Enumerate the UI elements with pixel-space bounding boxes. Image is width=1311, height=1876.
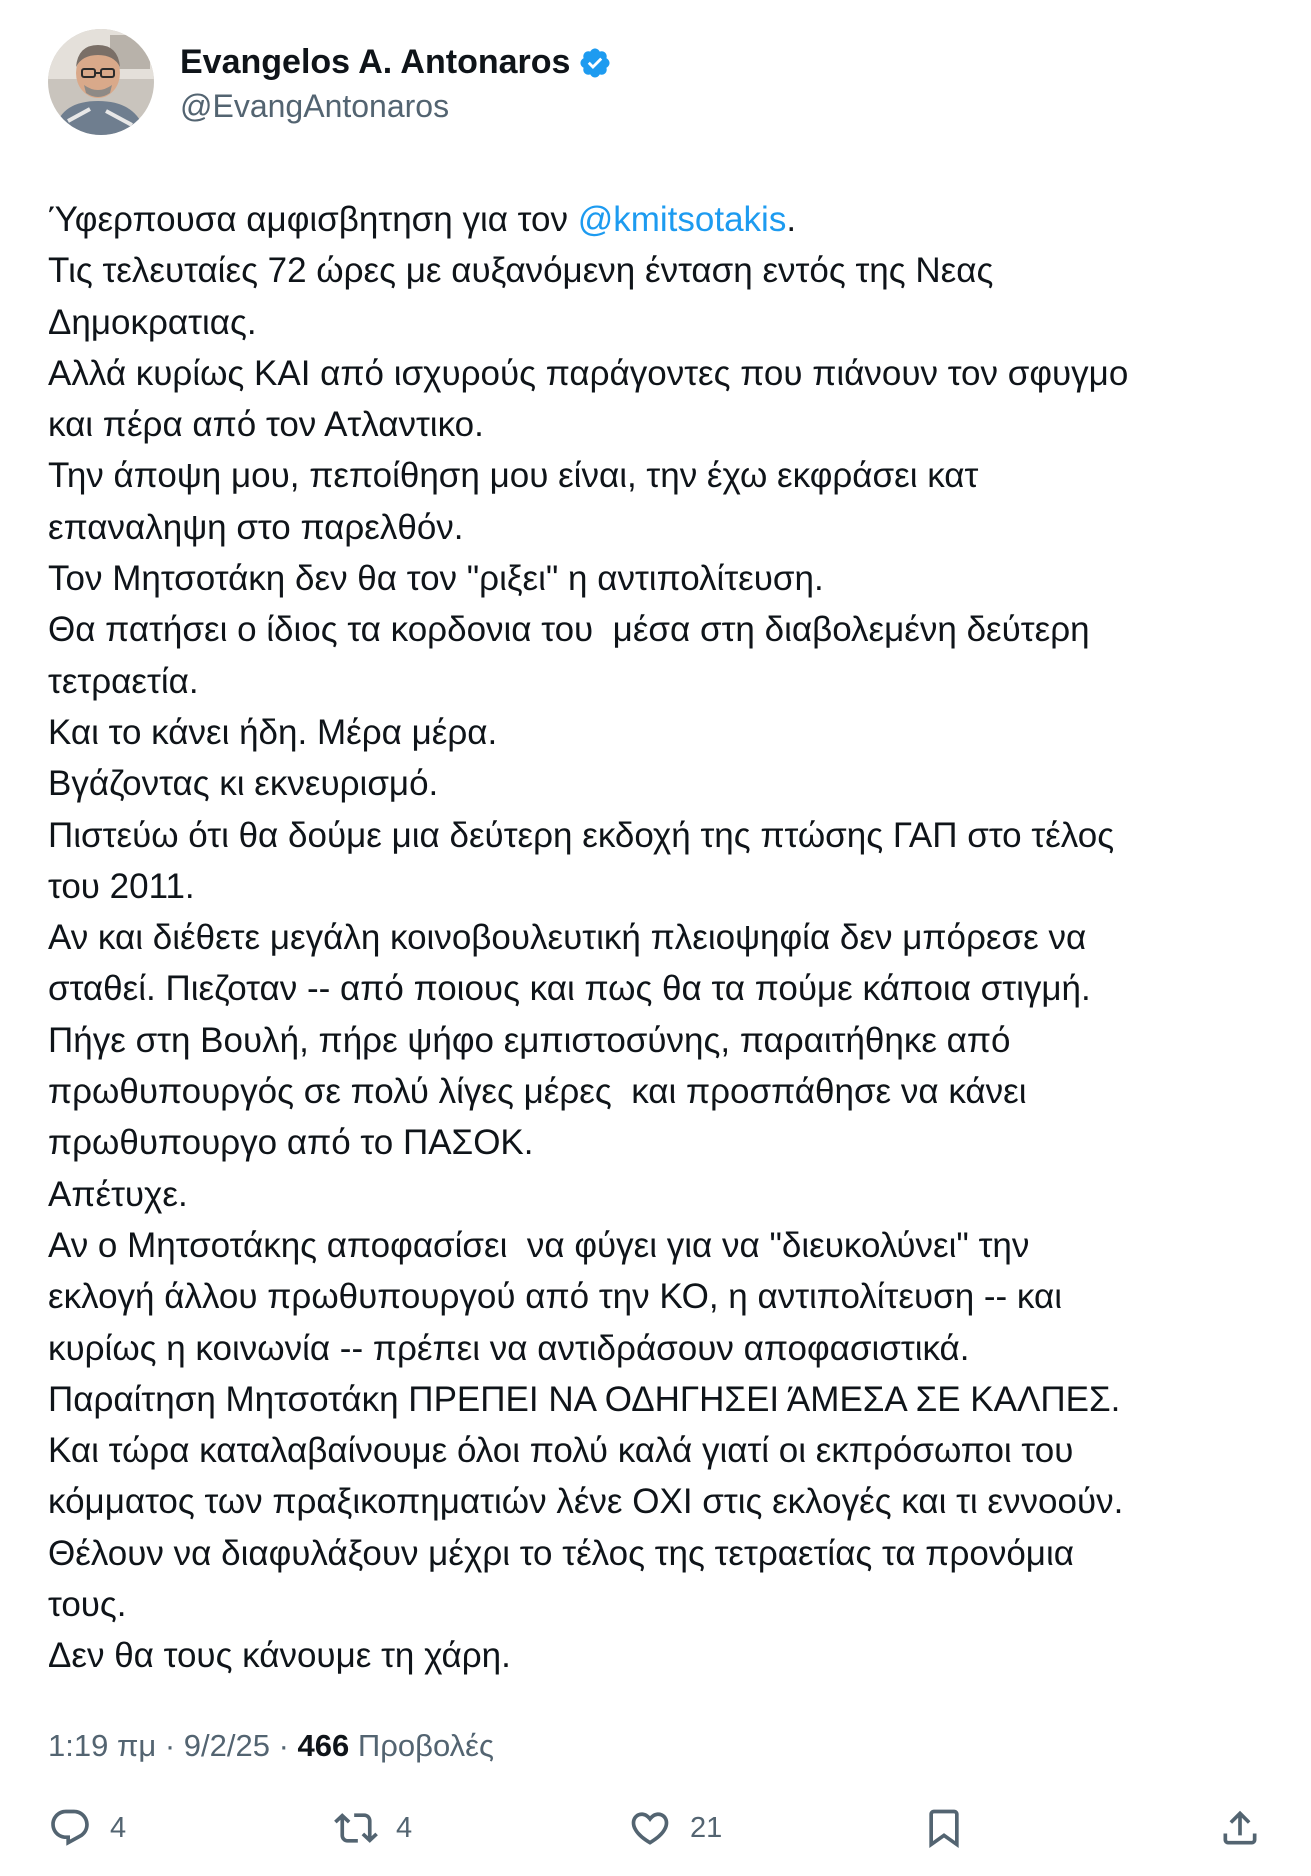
tweet-line: και πέρα από τον Ατλαντικο.	[48, 405, 484, 445]
verified-badge-icon[interactable]	[578, 46, 612, 80]
tweet-header	[48, 28, 612, 136]
name-row	[180, 40, 612, 86]
tweet-line: Απέτυχε.	[48, 1174, 188, 1214]
mention-link[interactable]: @kmitsotakis	[577, 200, 787, 239]
repost-count: 4	[396, 1811, 413, 1844]
handle[interactable]: @EvangAntonaros	[180, 87, 450, 124]
views-label: Προβολές	[349, 1728, 494, 1763]
tweet-line: κόμματος των πραξικοπηματιών λένε ΟΧΙ στις εκλογές και τι εννοούν.	[48, 1482, 1124, 1522]
meta-separator: ·	[156, 1728, 184, 1763]
tweet-line	[48, 194, 1263, 245]
tweet-line: Πήγε στη Βουλή, πήρε ψήφο εμπιστοσύνης, παραιτήθηκε από	[48, 1020, 1011, 1060]
tweet-time[interactable]: 1:19 πμ	[48, 1728, 157, 1763]
tweet-line: τετραετία.	[48, 661, 199, 701]
heart-icon	[628, 1806, 672, 1850]
tweet-line: Αν και διέθετε μεγάλη κοινοβουλευτική πλειοψηφία δεν μπόρεσε να	[48, 918, 1087, 958]
tweet-text-segment: Ύφερπουσα αμφισβητηση για τον	[48, 200, 578, 239]
tweet-line: Θέλουν να διαφυλάξουν μέχρι το τέλος της τετραετίας τα προνόμια	[48, 1533, 1074, 1573]
display-name[interactable]: Evangelos A. Antonaros	[180, 43, 571, 81]
author-identity	[180, 40, 612, 125]
tweet-line: εκλογή άλλου πρωθυπουργού από την ΚΟ, η αντιπολίτευση -- και	[48, 1277, 1063, 1317]
tweet-text-segment: .	[786, 200, 797, 239]
meta-separator: ·	[269, 1728, 298, 1763]
tweet-line: Δεν θα τους κάνουμε τη χάρη.	[48, 1636, 511, 1676]
tweet-line: πρωθυπουργο από το ΠΑΣΟΚ.	[48, 1123, 534, 1163]
share-button[interactable]	[1218, 1800, 1262, 1856]
tweet-line: Αλλά κυρίως ΚΑΙ από ισχυρούς παράγοντες που πιάνουν τον σφυγμο	[48, 353, 1129, 393]
views-count: 466	[297, 1728, 350, 1763]
like-count: 21	[690, 1811, 723, 1844]
tweet-line: τους.	[48, 1585, 127, 1625]
like-button[interactable]	[628, 1800, 722, 1856]
reply-button[interactable]	[48, 1800, 126, 1856]
tweet-line: Παραίτηση Μητσοτάκη ΠΡΕΠΕΙ ΝΑ ΟΔΗΓΗΣΕΙ ΆΜΕΣΑ ΣΕ ΚΑΛΠΕΣ.	[48, 1379, 1121, 1419]
share-icon	[1218, 1806, 1262, 1850]
reply-icon	[48, 1806, 92, 1850]
tweet-line: κυρίως η κοινωνία -- πρέπει να αντιδράσουν αποφασιστικά.	[48, 1328, 970, 1368]
action-bar	[48, 1800, 1263, 1856]
bookmark-button[interactable]	[922, 1800, 966, 1856]
avatar[interactable]	[48, 29, 154, 135]
tweet-line: σταθεί. Πιεζοταν -- από ποιους και πως θα τα πούμε κάποια στιγμή.	[48, 969, 1091, 1009]
person-avatar-icon	[48, 29, 154, 135]
tweet-line: Θα πατήσει ο ίδιος τα κορδονια του μέσα στη διαβολεμένη δεύτερη	[48, 610, 1090, 650]
tweet-line: του 2011.	[48, 866, 195, 906]
tweet-line: επαναληψη στο παρελθόν.	[48, 507, 464, 547]
repost-icon	[334, 1806, 378, 1850]
tweet-meta	[48, 1728, 494, 1764]
tweet-line: Τον Μητσοτάκη δεν θα τον "ριξει" η αντιπολίτευση.	[48, 559, 824, 599]
reply-count: 4	[110, 1811, 127, 1844]
tweet-line: Τις τελευταίες 72 ώρες με αυξανόμενη ένταση εντός της Νεας	[48, 251, 994, 291]
tweet-line: Βγάζοντας κι εκνευρισμό.	[48, 764, 439, 804]
tweet-line: Δημοκρατιας.	[48, 302, 257, 342]
tweet-date[interactable]: 9/2/25	[183, 1728, 270, 1763]
tweet-line: Και το κάνει ήδη. Μέρα μέρα.	[48, 712, 498, 752]
bookmark-icon	[922, 1806, 966, 1850]
tweet-text	[48, 194, 1263, 1682]
tweet-line: πρωθυπουργός σε πολύ λίγες μέρες και προσπάθησε να κάνει	[48, 1072, 1027, 1112]
tweet-line: Και τώρα καταλαβαίνουμε όλοι πολύ καλά γιατί οι εκπρόσωποι του	[48, 1431, 1074, 1471]
repost-button[interactable]	[334, 1800, 412, 1856]
tweet-line: Αν ο Μητσοτάκης αποφασίσει να φύγει για να "διευκολύνει" την	[48, 1225, 1030, 1265]
tweet-line: Πιστεύω ότι θα δούμε μια δεύτερη εκδοχή της πτώσης ΓΑΠ στο τέλος	[48, 815, 1115, 855]
tweet-line: Την άποψη μου, πεποίθηση μου είναι, την έχω εκφράσει κατ	[48, 456, 979, 496]
